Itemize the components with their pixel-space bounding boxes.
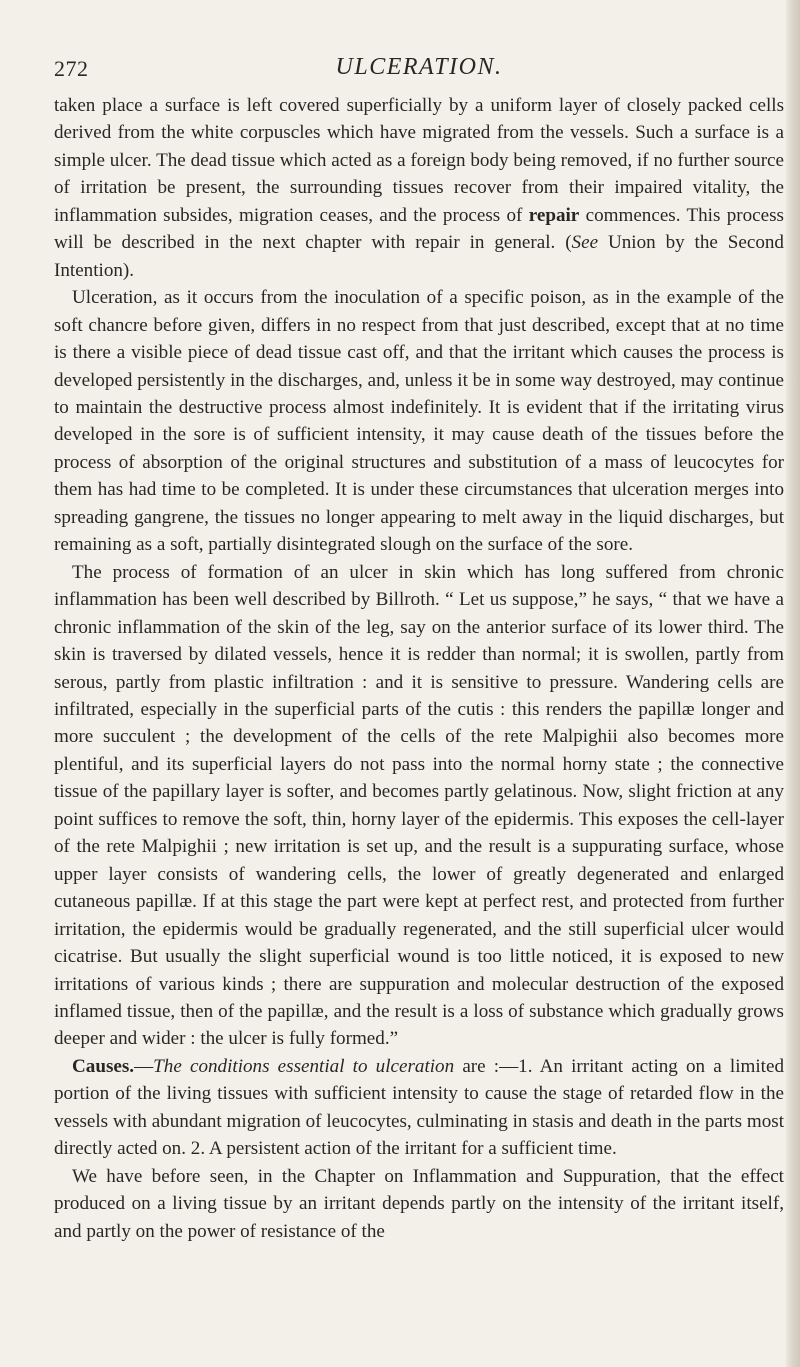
paragraph-1	[54, 92, 784, 284]
paragraph-1-part-c: commences. This process will be described in the next chapter with repair in general. (	[54, 204, 784, 254]
paragraph-3: The process of formation of an ulcer in skin which has long suffered from chronic inflammation has been well described by Billroth. “ Let us suppose,” he says, “ that we have a chronic inflammation of the skin of the leg, say on the anterior surface of its lower third. The skin is traversed by dilated vessels, hence it is redder than normal; it is swollen, partly from serous, partly from plastic infiltration : and it is sensitive to pressure. Wandering cells are infiltrated, especially in the superficial parts of the cutis : this renders the papillæ longer and more succulent ; the development of the cells of the rete Malpighii also becomes more plentiful, and its superficial layers do not pass into the normal horny state ; the connective tissue of the papillary layer is softer, and becomes partly gelatinous. Now, slight friction at any point suffices to remove the soft, thin, horny layer of the epidermis. This exposes the cell-layer of the rete Malpighii ; new irritation is set up, and the result is a suppurating surface, whose upper layer consists of wandering cells, the lower of greatly degenerated and enlarged cutaneous papillæ. If at this stage the part were kept at perfect rest, and protected from further irritation, the epidermis would be gradually regenerated, and the still superficial ulcer would cicatrise. But usually the slight superficial wound is too little noticed, it is exposed to new irritations of various kinds ; there are suppuration and molecular destruction of the exposed inflamed tissue, then of the papillæ, and the result is a loss of substance which gradually grows deeper and wider : the ulcer is fully formed.”	[54, 561, 784, 1050]
paragraph-1-part-e: Union by the Second Intention).	[54, 232, 784, 281]
paragraph-2: Ulceration, as it occurs from the inoculation of a specific poison, as in the example of the soft chancre before given, differs in no respect from that just described, except that at no time is there a visible piece of dead tissue cast off, and that the irritant which causes the process is developed persistently in the discharges, and, unless it be in some way destroyed, may continue to maintain the destructive process almost indefinitely. It is evident that if the irritating virus developed in the sore is of sufficient intensity, it may cause death of the tissues before the process of absorption of the original structures and substitution of a mass of leucocytes for them has had time to be completed. It is under these circumstances that ulceration merges into spreading gangrene, the tissues no longer appearing to melt away in the liquid discharges, but remaining as a soft, partially disintegrated slough on the surface of the sore.	[54, 287, 784, 556]
page-header	[54, 54, 784, 84]
conditions-italic: The conditions essential to ulceration	[153, 1055, 455, 1077]
causes-heading: Causes.	[72, 1055, 135, 1077]
page-edge-shadow	[786, 0, 800, 1367]
paragraph-1-part-a: taken place a surface is left covered superficially by a uniform layer of closely packed cells derived from the white corpuscles which have migrated from the vessels. Such a surface is a simple ulcer. The dead tissue which acted as a foreign body being removed, if no further source of irritation be present, the surrounding tissues recover from their impaired vitality, the inflammation subsides, migration ceases, and the process of	[54, 95, 784, 226]
paragraph-4-rest: are :—1. An irritant acting on a limited portion of the living tissues with sufficient intensity to cause the stage of retarded flow in the vessels with abundant migration of leucocytes, culminating in stasis and death in the parts most directly acted on. 2. A persistent action of the irritant for a sufficient time.	[54, 1055, 784, 1160]
repair-bold-term: repair	[528, 204, 580, 226]
paragraph-4	[54, 1053, 784, 1163]
paragraph-5: We have before seen, in the Chapter on Inflammation and Suppuration, that the effect produced on a living tissue by an irritant depends partly on the intensity of the irritant itself, and partly on the power of resistance of the	[54, 1165, 784, 1242]
running-head: ULCERATION.	[335, 54, 503, 80]
page-number: 272	[54, 56, 89, 81]
body-text	[54, 92, 784, 1245]
causes-dash: —	[134, 1055, 154, 1077]
see-reference-italic: See	[571, 232, 599, 254]
